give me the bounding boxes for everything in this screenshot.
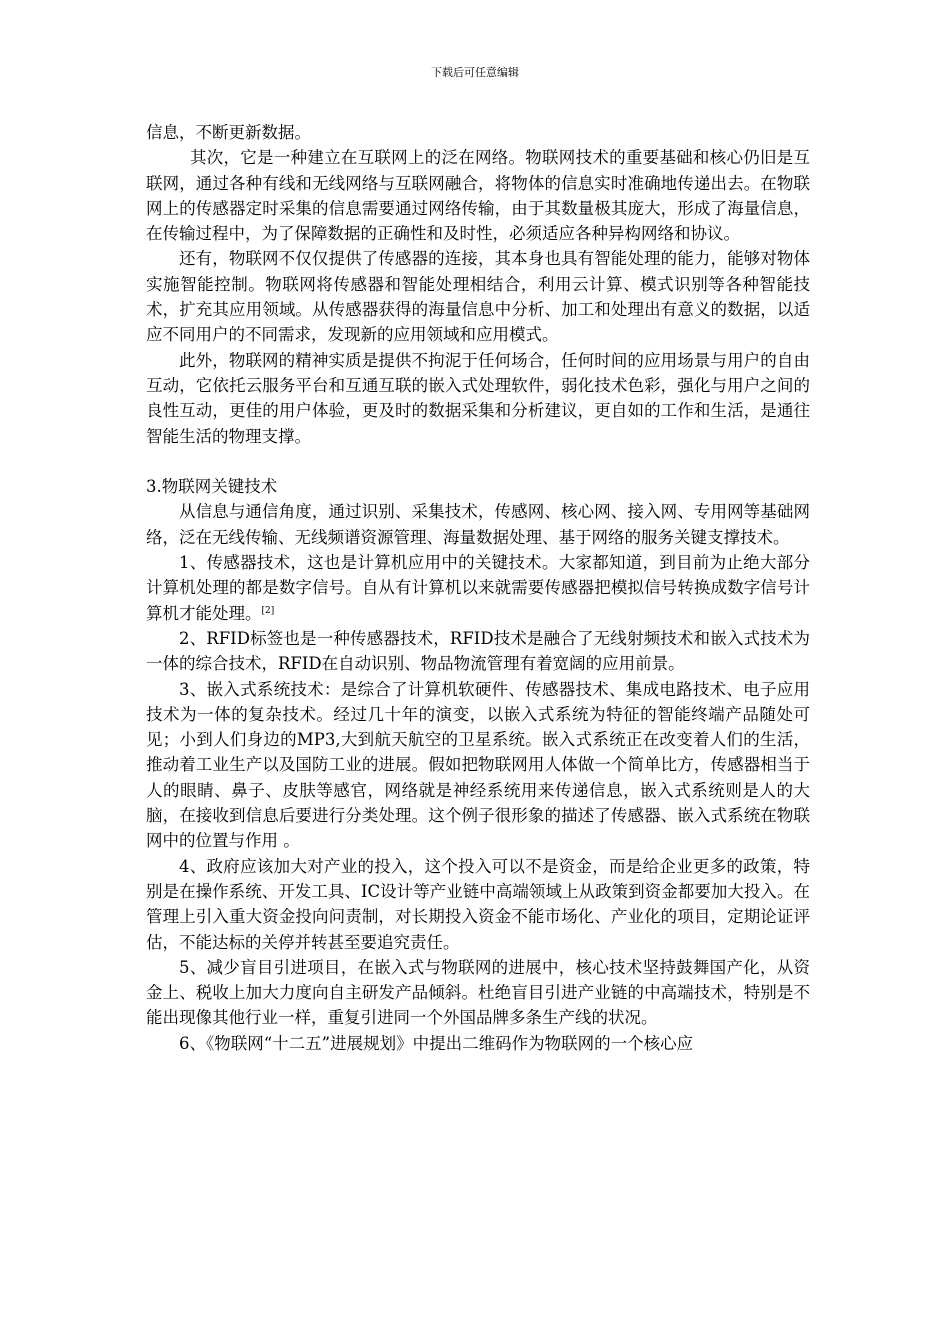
paragraph-communication-perspective: 从信息与通信角度，通过识别、采集技术，传感网、核心网、接入网、专用网等基础网络，泛在无线传输、无线频谱资源管理、海量数据处理、基于网络的服务关键支撑技术。 (146, 502, 810, 547)
paragraph-sensor-technology (146, 550, 810, 626)
section-heading-key-technologies: 3.物联网关键技术 (146, 477, 278, 497)
paragraph-government-investment: 4、政府应该加大对产业的投入，这个投入可以不是资金，而是给企业更多的政策，特别是在操作系统、开发工具、IC设计等产业链中高端领域上从政策到资金都要加大投入。在管理上引入重大资金投向问责制，对长期投入资金不能市场化、产业化的项目，定期论证评估，不能达标的关停并转甚至要追究责任。 (146, 856, 810, 952)
paragraph-intelligent-processing: 还有，物联网不仅仅提供了传感器的连接，其本身也具有智能处理的能力，能够对物体实施智能控制。物联网将传感器和智能处理相结合，利用云计算、模式识别等各种智能技术，扩充其应用领域。从传感器获得的海量信息中分析、加工和处理出有意义的数据，以适应不同用户的不同需求，发现新的应用领域和应用模式。 (146, 249, 810, 345)
document-body (146, 120, 810, 1056)
paragraph-continuation: 信息，不断更新数据。 (146, 123, 311, 142)
paragraph-reduce-blind-import: 5、减少盲目引进项目，在嵌入式与物联网的进展中，核心技术坚持鼓舞国产化，从资金上、税收上加大力度向自主研发产品倾斜。杜绝盲目引进产业链的中高端技术，特别是不能出现像其他行业一样，重复引进同一个外国品牌多条生产线的状况。 (146, 957, 810, 1028)
page-header: 下载后可任意编辑 (431, 66, 519, 79)
paragraph-ubiquitous-network: 其次，它是一种建立在互联网上的泛在网络。物联网技术的重要基础和核心仍旧是互联网，通过各种有线和无线网络与互联网融合，将物体的信息实时准确地传递出去。在物联网上的传感器定时采集的信息需要通过网络传输，由于其数量极其庞大，形成了海量信息，在传输过程中，为了保障数据的正确性和及时性，必须适应各种异构网络和协议。 (146, 148, 810, 244)
paragraph-twelfth-five-year-plan: 6、《物联网“十二五”进展规划》中提出二维码作为物联网的一个核心应 (179, 1033, 694, 1053)
paragraph-spirit-essence: 此外，物联网的精神实质是提供不拘泥于任何场合，任何时间的应用场景与用户的自由互动，它依托云服务平台和互通互联的嵌入式处理软件，弱化技术色彩，强化与用户之间的良性互动，更佳的用户体验，更及时的数据采集和分析建议，更自如的工作和生活，是通往智能生活的物理支撑。 (146, 350, 810, 446)
paragraph-embedded-systems: 3、嵌入式系统技术：是综合了计算机软硬件、传感器技术、集成电路技术、电子应用技术为一体的复杂技术。经过几十年的演变，以嵌入式系统为特征的智能终端产品随处可见；小到人们身边的MP3,大到航天航空的卫星系统。嵌入式系统正在改变着人们的生活，推动着工业生产以及国防工业的进展。假如把物联网用人体做一个简单比方，传感器相当于人的眼睛、鼻子、皮肤等感官，网络就是神经系统用来传递信息，嵌入式系统则是人的大脑，在接收到信息后要进行分类处理。这个例子很形象的描述了传感器、嵌入式系统在物联网中的位置与作用 。 (146, 679, 810, 851)
paragraph-rfid: 2、RFID标签也是一种传感器技术，RFID技术是融合了无线射频技术和嵌入式技术为一体的综合技术，RFID在自动识别、物品物流管理有着宽阔的应用前景。 (146, 628, 810, 674)
paragraph-sensor-technology-text: 1、传感器技术，这也是计算机应用中的关键技术。大家都知道，到目前为止绝大部分计算机处理的都是数字信号。自从有计算机以来就需要传感器把模拟信号转换成数字信号计算机才能处理。 (146, 553, 810, 623)
reference-marker: [2] (261, 605, 275, 616)
